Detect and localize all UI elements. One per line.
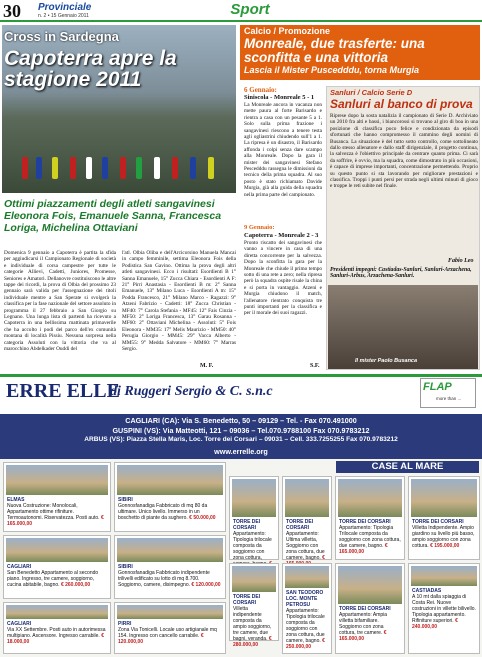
listing-text <box>233 594 275 648</box>
listing-title: TORRE DEI CORSARI <box>339 519 391 525</box>
listing-price: € 260.000,00 <box>60 582 91 588</box>
listing-description: Appartamento: Tipologia trilocale composta da soggiorno con zona cottura, <box>233 531 272 561</box>
listing-title: SIBIRI <box>118 564 133 570</box>
sanluri-body: Riprese dopo la sosta natalizia il campionato di Serie D. Archiviato un 2010 fra alti e bassi, i biancorossi si trovano al giro di boa in una posizione di classifica poco felice e condizionata da episodi sfortunati che hanno compromesso il cammino degli uomini di Busanca. La situazione è del tutto sotto controllo, come sottolineato dallo stesso allenatore e dallo staff dirigenziale, il progetto continua, la salvezza è l'obiettivo principale da centrare quanto prima. Ci sarà da soffrire, è ovvio, ma la squadra, come dimostrato in più occasioni, è capace di imprese importanti, concentrazione permettendo. Proprio su questo punto si sta lavorando per migliorare prestazioni e classifica. Troppi i punti persi per strada negli ultimi minuti di gioco e troppe le reti subite nel finale. <box>330 113 478 190</box>
listing-card <box>114 602 226 654</box>
game-2-result: Capoterra - Monreale 2 - 3 <box>244 232 319 239</box>
listing-card <box>229 563 279 648</box>
listing-photo <box>232 479 276 517</box>
game-1-result: Siniscola - Monreale 5 - 1 <box>244 94 315 101</box>
listing-card <box>335 563 405 654</box>
listing-description: Gonnosfanadiga Fabbricato di mq 80 da ultimare. Unico livello. Immerso in un boschetto di piante da sughero. <box>118 503 208 521</box>
issue-info: n. 2 • 15 Gennaio 2011 <box>38 13 89 19</box>
sanluri-upcoming <box>330 267 478 279</box>
listing-title: ELMAS <box>7 497 25 503</box>
sanluri-title: Sanluri al banco di prova <box>330 97 473 111</box>
listing-description: Villetta Indipendente. Ampio giardino su livello più basso, ampio soggiorno con zona cottura. <box>412 525 475 549</box>
left-article-column-2: l'atl. Olbia Oliba e dell'Arcicorsino Manuela Mancai in campo femminile, settima Eleonora Fois della Podistica San Gavino. Ottima la prova degli altri atleti sangavinesi. Ecco i risultati: Esordienti B 1° Sanna Emanuele, 15° Zucca Chiara - Esordienti A F: 21° Pirri Anastasia - Esordienti B m: 2° Sanna Emanuele, 13° Milano Luca - Esordienti A m: 15° Podda Francesco, 21° Milano Marco - Ragazzi: 9° Atzeni Fabrizio - Cadetti: 18° Zucca Christian - MF40: 7° Carola Stefania - MF45: 12° Fais Cinzia - MF50: 2° Loriga Francesca, 13° Garau Rosanna - MF60: 2° Ottaviani Michelina - Assoluti: 5° Fois Eleonora - MM35: 17° Melis Maurizio - MM50: 40° Perugia Giorgio - MM45: 29° Vacca Alberto - MM55: 9° Medda Salvatore - MM60: 7° Marras Sergio. <box>122 250 236 353</box>
listing-card <box>408 476 480 560</box>
listing-photo <box>6 538 108 562</box>
listing-card <box>335 476 405 560</box>
listing-description: Appartamento: Ampia villetta bifamiliare. Soggiorno con zona cottura, tre camere. <box>339 612 388 636</box>
ad-company-subtitle: di Ruggeri Sergio & C. s.n.c <box>110 384 273 399</box>
listing-price: € 120.000,00 <box>191 582 221 588</box>
coach-photo-caption: Il mister Paolo Busanca <box>355 358 418 364</box>
listing-card <box>3 462 111 532</box>
listing-photo <box>6 465 108 495</box>
listing-text <box>7 564 107 596</box>
case-al-mare-title: CASE AL MARE <box>371 461 444 472</box>
left-article-signature: M. F. <box>200 363 214 369</box>
listing-title: CASTIADAS <box>412 588 442 594</box>
listing-card <box>282 476 332 560</box>
flap-tagline: more than ... <box>436 396 462 401</box>
listing-title: CAGLIARI <box>7 621 32 627</box>
listing-text <box>339 606 401 651</box>
game-1-date: 6 Gennaio: <box>244 86 277 94</box>
listing-description: Gonnosfanadiga Fabbricato indipendente trilivelli edificato su lotto di mq 8.700. Soggiorno, camere, disimpegno. <box>118 570 210 588</box>
newspaper-logo: Provinciale <box>38 2 92 13</box>
right-article-signature: S.F. <box>310 363 320 369</box>
listing-photo <box>285 479 329 517</box>
listing-photo <box>411 566 477 586</box>
listing-description: Nuova Costruzione: Monolocali, Appartamento ottime rifiniture. Termoautonomi. Riservatezza. Posti auto. <box>7 503 100 521</box>
listing-price: € 250.000,00 <box>286 638 325 650</box>
listing-card <box>114 535 226 599</box>
listing-title: TORRE DEI CORSARI <box>233 594 261 606</box>
listing-title: TORRE DEI CORSARI <box>233 519 261 531</box>
ad-contact-arbus: ARBUS (VS): Piazza Stella Maris, Loc. Torre dei Corsari – 09031 – Cell. 333.7255255 Fax 070.9783212 <box>84 436 398 443</box>
section-title: Sport <box>230 1 270 18</box>
listing-photo <box>6 605 108 619</box>
listing-card <box>282 563 332 654</box>
listing-text <box>233 519 275 561</box>
listing-text <box>7 497 107 529</box>
listing-description: Appartamento: Ultima villetta, Soggiorno con zona cottura, due camere, bagno. <box>286 531 325 561</box>
listing-price: € 195.000,00 <box>430 543 460 549</box>
listing-text <box>118 621 222 651</box>
listing-price: € 165.000,00 <box>339 630 387 642</box>
listing-photo <box>117 538 223 562</box>
listing-text <box>118 497 222 529</box>
listing-photo <box>338 479 402 517</box>
listing-title: TORRE DEI CORSARI <box>339 606 391 612</box>
listing-text <box>286 590 328 651</box>
flap-logo: FLAP <box>423 381 452 393</box>
listing-description: Zona Via Tonicelli. Locale uso artigianale mq 154. Ingresso con cancello carrabile. <box>118 627 217 639</box>
listing-price: € 50.000,00 <box>189 515 216 521</box>
listing-price: € 280.000,00 <box>233 636 272 648</box>
page-number: 30 <box>3 1 21 21</box>
listing-description: Villetta indipendente composta da ampio soggiorno, tre camere, due bagni, veranda. <box>233 606 272 642</box>
left-article-subtitle: Ottimi piazzamenti degli atleti sangavinesi Eleonora Fois, Emanuele Sanna, Francesca Loriga, Michelina Ottaviani <box>4 198 222 234</box>
listing-price: € 18.000,00 <box>7 633 104 645</box>
sanluri-signature: Fabio Leo <box>448 258 474 264</box>
right-article-column-1: La Monreale ancora in vacanza non mette paura al forte Barisardo e rientra a casa con un pesante 5 a 1. Solo sulla prima frazione i sangavinesi riescono a tenere testa agli ogliastrini chiudendo sull'1 a 1. La ripresa è un disastro, il Barisardo affonda i colpi senza dare scampo alla Monreale. Dopo la gara il mister dei sangavinesi Stefano Pescedddu rassegna le dimissioni da tecnico della prima squadra. Al suo posto è stato richiamato Davide Murgia, già alla guida della squadra nella prima parte del campionato. <box>244 102 322 198</box>
listing-title: TORRE DEI CORSARI <box>412 519 464 525</box>
ad-website-link[interactable]: www.errelle.org <box>214 447 268 456</box>
listing-description: A 10 mt dalla spiaggia di Costa Rei. Nuove costruzioni in villette bilivello. Tipologia appartamento. Rifiniture superiori. <box>412 594 476 624</box>
listing-text <box>7 621 107 651</box>
listing-title: CAGLIARI <box>7 564 32 570</box>
ad-contact-guspini: GUSPINI (VS): Via Matteotti, 121 – 09036 – Tel.070.9788100 Fax 070.9783212 <box>112 426 370 435</box>
listing-price: € 165.000,00 <box>7 515 104 527</box>
listing-card <box>408 563 480 654</box>
listing-text <box>339 519 401 557</box>
right-article-kicker: Calcio / Promozione <box>244 26 331 36</box>
sanluri-kicker: Sanluri / Calcio Serie D <box>330 88 413 97</box>
listing-title: SIBIRI <box>118 497 133 503</box>
sanluri-upcoming-label: Presidenti impegni: <box>330 267 377 273</box>
sanluri-upcoming-list: Castiadas-Sanluri, Sanluri-Arzachena, Sanluri-Arbus, Arzachena-Sanluri. <box>330 267 472 279</box>
coach-photo <box>328 285 478 369</box>
listing-card <box>3 602 111 654</box>
left-article-column-1: Domenica 9 gennaio a Capoterra è partita la sfida per aggiudicarsi il Campionato Regionale di società e individuale di corsa campestre per tutte le categorie Allievi, Cadetti, Juniores, Promesse, Seniores e Amatori. Dellanovre costituiscono le altre tappe dei ricordi, la prova di Olbia del prossimo 23 gennaio sarà valida per l'assegnazione dei titoli individuale mentre a San Sperate si svolgerà la classifica per la fase nazionale del settore assoluto in programma il 27 febbraio a San Giorgio su Legnano. Una lunga lista di partenti ha ricevuto a Capoterra in una bellissima mattinata primaverile che ha accolto i podi del parco dell'ex comunità montana di località Pissiu. Nessuna sorpresa nella categoria Assoluti con la vittoria che va al marocchino Abdelkader Ouddi del <box>4 250 116 353</box>
listing-title: SAN TEODORO LOC. MONTE PETROSU <box>286 590 324 608</box>
listing-title: TORRE DEI CORSARI <box>286 519 314 531</box>
listing-photo <box>411 479 477 517</box>
listing-photo <box>117 465 223 495</box>
listing-title: PIRRI <box>118 621 132 627</box>
listing-text <box>286 519 328 561</box>
right-article-title: Monreale, due trasferte: una sconfitta e una vittoria <box>244 36 425 65</box>
listing-card <box>3 535 111 599</box>
ad-contact-cagliari: CAGLIARI (CA): Via S. Benedetto, 50 – 09129 – Tel. - Fax 070.491000 <box>125 416 357 425</box>
left-article-kicker: Cross in Sardegna <box>4 29 119 44</box>
listing-price: € 120.000,00 <box>118 633 204 645</box>
listing-text <box>118 564 222 596</box>
listing-text <box>412 588 476 651</box>
listing-price: € 165.000,00 <box>339 543 388 555</box>
ad-company-name: ERRE ELLE <box>6 380 120 402</box>
listing-photo <box>338 566 402 604</box>
listing-price: € <box>322 555 325 561</box>
listing-photo <box>285 566 329 588</box>
listing-photo <box>117 605 223 619</box>
right-article-subtitle: Lascia il Mister Puscedddu, torna Murgia <box>244 65 420 75</box>
listing-text <box>412 519 476 557</box>
listing-price: € 240.000,00 <box>412 618 458 630</box>
listing-description: Appartamento: Tipologia Trilocale composta da soggiorno con zona cottura, due camere, bagno. <box>339 525 401 549</box>
listing-description: Via XX Settembre. Posti auto in autorimessa multipiano. Ascensore. Ingresso carrabile. <box>7 627 106 639</box>
listing-description: San Benedetto Appartamento al secondo piano. Ingresso, tre camere, soggiorno, cucina abitabile, bagno. <box>7 570 99 588</box>
listing-description: Appartamento: Tipologia trilocale composta da soggiorno con zona cottura, due camere, bagno. <box>286 608 325 644</box>
right-article-column-2: Pronto riscatto dei sangavinesi che vanno a vincere in casa di una diretta concorrente per la salvezza. Dopo la sconfitta la gara per la Monreale che chiude il primo tempo sotto di una rete a zero; nella ripresa però la squadra ospite risale la china e si porta in vantaggio. Atzeni e Murgia chiudono il match, l'allenatore rientrato conquista tre punti importanti per la classifica e per il morale dei suoi ragazzi. <box>244 240 322 317</box>
game-2-date: 9 Gennaio: <box>244 224 275 231</box>
listing-card <box>229 476 279 560</box>
listing-card <box>114 462 226 532</box>
listing-photo <box>232 566 276 592</box>
left-article-title: Capoterra apre la stagione 2011 <box>4 47 177 91</box>
